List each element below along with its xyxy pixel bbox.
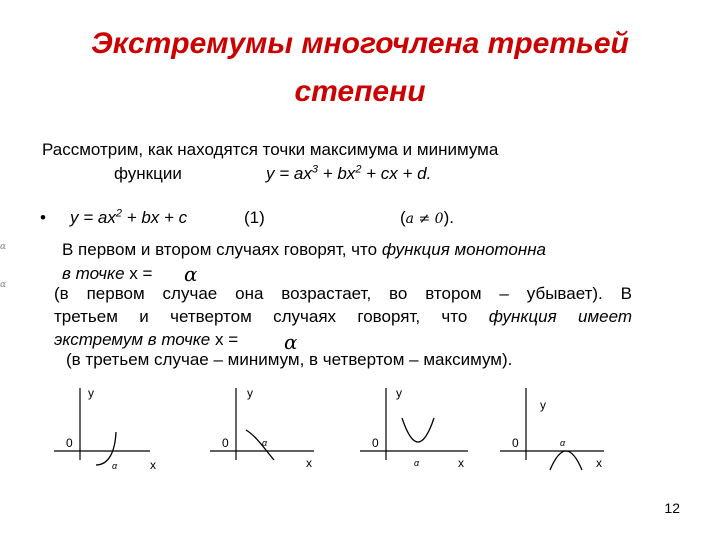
paragraph2-line1: (в первом случае она возрастает, во втором – убывает). В	[54, 284, 632, 303]
graph-increasing	[50, 380, 170, 472]
intro-line2-word: функции	[114, 164, 182, 183]
intro-line1: Рассмотрим, как находятся точки максимума и минимума	[42, 140, 499, 159]
paragraph1-line1: В первом и втором случаях говорят, что функция монотонна	[62, 240, 547, 259]
alpha-symbol-2: α	[284, 330, 298, 354]
equation-number: (1)	[244, 208, 265, 227]
alpha-symbol-1: α	[184, 262, 198, 286]
bullet-formula: $y = ax^2$ + bx + c	[70, 207, 188, 227]
page-number: 12	[664, 500, 680, 516]
origin-label: 0	[222, 436, 229, 450]
graph-maximum	[496, 380, 616, 472]
paragraph1-line2: в точке x =	[62, 264, 153, 283]
paragraph3-line1: (в третьем случае – минимум, в четвертом – максимум).	[66, 350, 513, 369]
alpha-label: α	[262, 438, 268, 448]
x-axis-label: x	[150, 458, 156, 472]
paragraph2-line3: экстремум в точке x =	[54, 330, 239, 349]
function-curve	[246, 430, 274, 460]
y-axis-label: y	[540, 398, 546, 412]
graph-decreasing	[206, 380, 326, 472]
margin-mark-2: α	[0, 280, 7, 290]
function-curve	[402, 418, 434, 442]
condition: (a ≠ 0).	[400, 208, 454, 227]
graph-minimum	[356, 380, 476, 472]
slide-title-line2: степени	[294, 75, 426, 108]
intro-formula: $y = ax^3 + bx^2$ + cx + d.	[266, 163, 432, 183]
alpha-label: α	[560, 438, 566, 448]
y-axis-label: y	[247, 386, 253, 400]
bullet-marker: •	[40, 208, 46, 227]
origin-label: 0	[66, 436, 73, 450]
y-axis-label: y	[396, 386, 402, 400]
x-axis-label: x	[596, 456, 602, 470]
margin-mark-1: α	[0, 242, 7, 252]
function-curve	[550, 451, 582, 470]
x-axis-label: x	[306, 456, 312, 470]
alpha-label: α	[112, 461, 118, 471]
y-axis-label: y	[88, 386, 94, 400]
x-axis-label: x	[458, 456, 464, 470]
origin-label: 0	[372, 436, 379, 450]
alpha-label: α	[414, 458, 420, 468]
paragraph2-line2: третьем и четвертом случаях говорят, что функция имеет	[54, 307, 632, 326]
slide-title-line1: Экстремумы многочлена третьей	[91, 27, 629, 60]
origin-label: 0	[512, 436, 519, 450]
